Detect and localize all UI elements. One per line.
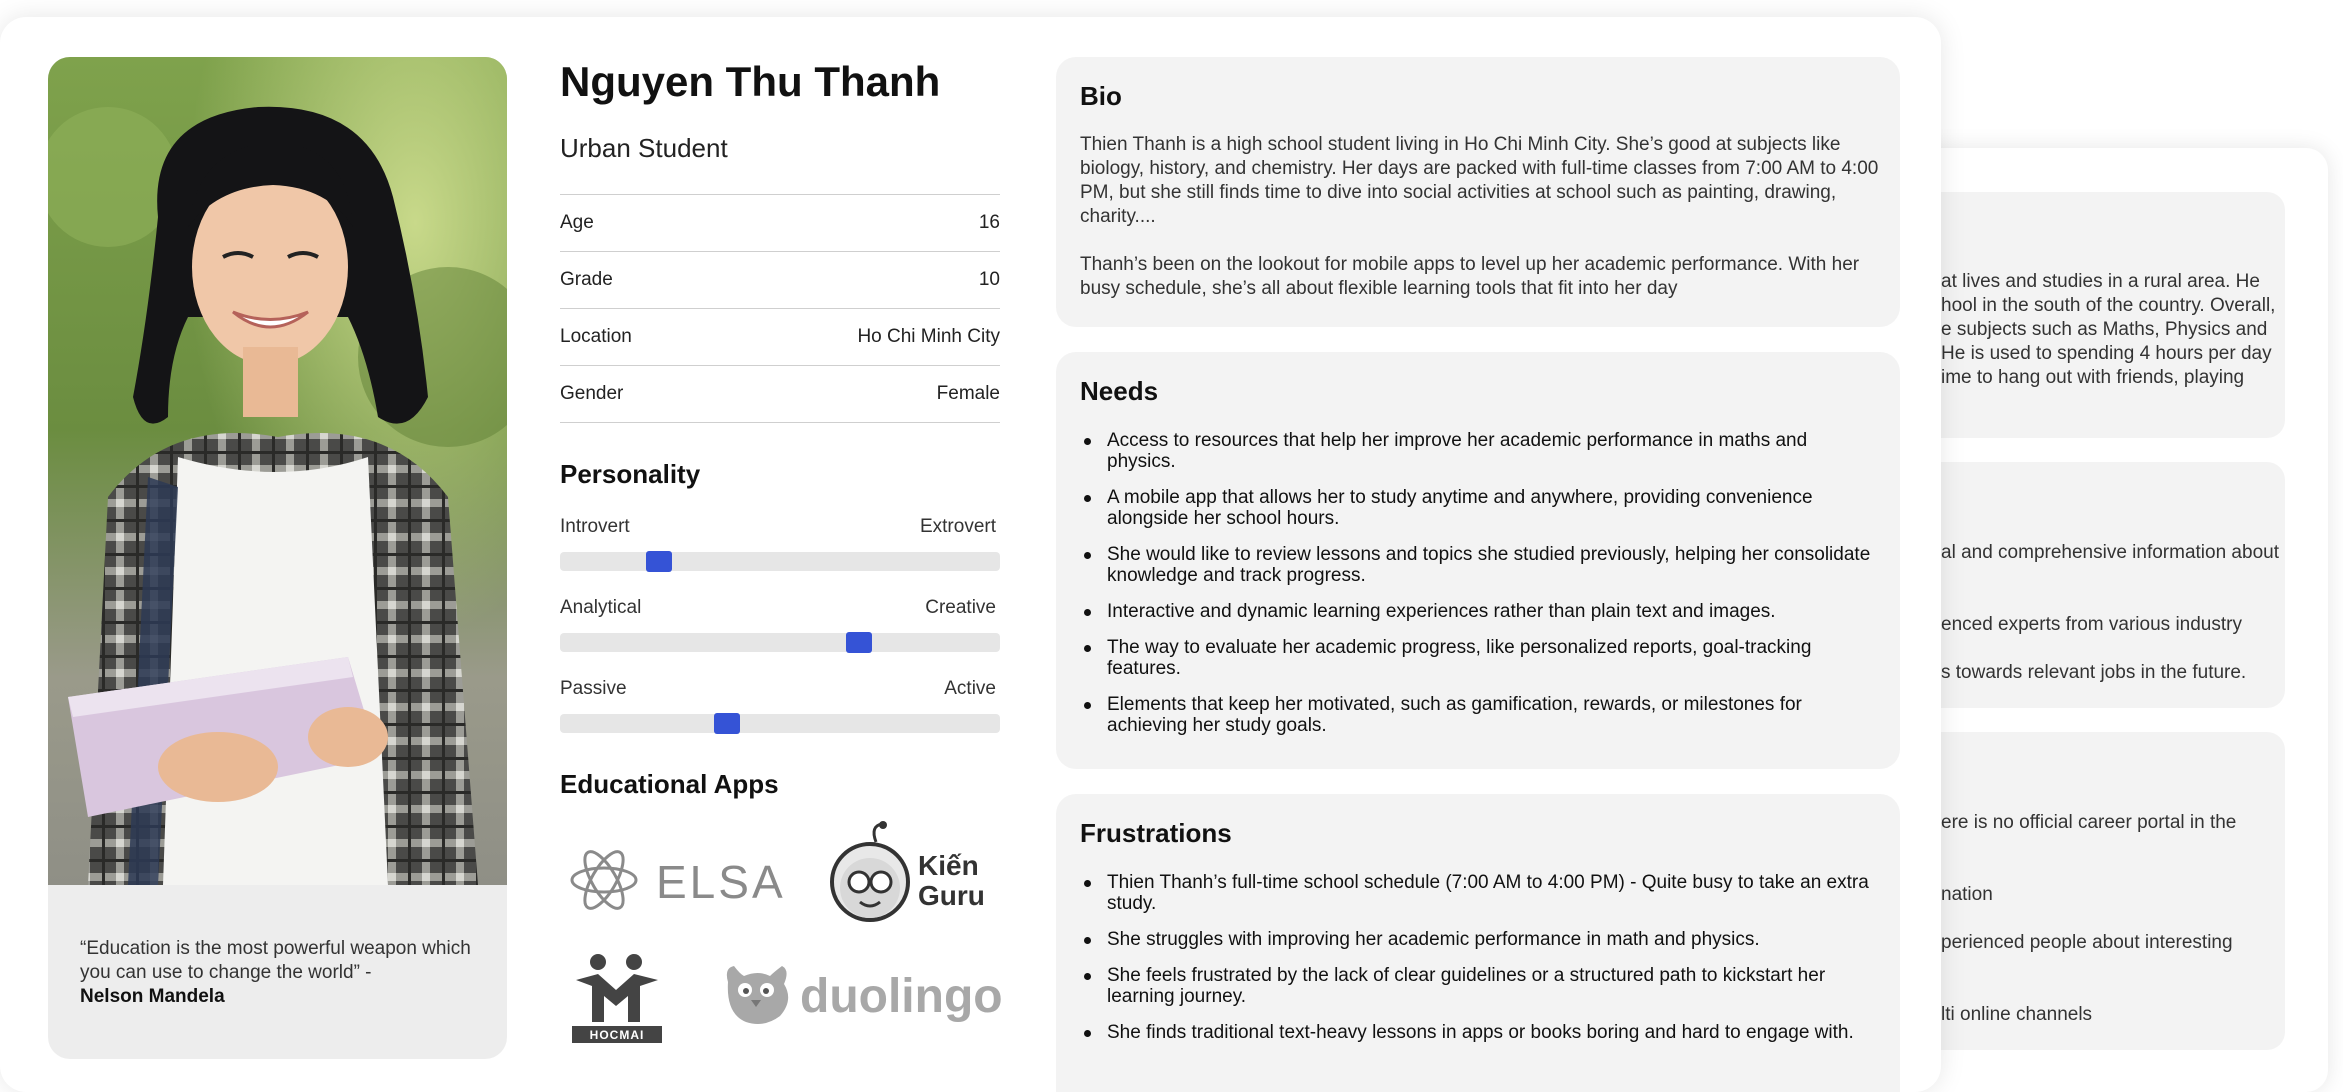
list-item: She finds traditional text-heavy lessons in apps or books boring and hard to engage with. <box>1080 1022 1880 1043</box>
detail-row-gender <box>560 366 1000 423</box>
elsa-wordmark: ELSA <box>656 856 784 908</box>
detail-label: Location <box>560 326 632 347</box>
bg-bio-line: ime to hang out with friends, playing <box>1941 367 2245 388</box>
bio-text <box>1080 133 1880 301</box>
quote-author: Nelson Mandela <box>80 986 225 1007</box>
persona-info <box>560 57 1003 1050</box>
trait-slider-knob <box>714 713 740 734</box>
hocmai-icon <box>570 950 670 1045</box>
elsa-icon <box>564 840 784 920</box>
detail-value: Female <box>936 383 1000 404</box>
persona-quote <box>80 937 480 1009</box>
trait-right-label: Extrovert <box>919 516 996 537</box>
student-portrait-image <box>48 57 507 885</box>
detail-row-grade <box>560 252 1000 309</box>
persona-card <box>0 17 1941 1092</box>
duolingo-wordmark: duolingo <box>800 970 1003 1023</box>
photo-column <box>48 57 507 1059</box>
detail-label: Gender <box>560 383 624 404</box>
bg-frustration-line: ere is no official career portal in the <box>1941 812 2237 833</box>
bg-needs-line: enced experts from various industry <box>1941 614 2242 635</box>
bio-title: Bio <box>1080 81 1122 111</box>
frustrations-list <box>1080 872 1880 1058</box>
list-item: Thien Thanh’s full-time school schedule (7:00 AM to 4:00 PM) - Quite busy to take an extra study. <box>1080 872 1880 914</box>
bg-frustration-line: perienced people about interesting <box>1941 932 2233 953</box>
trait-introvert-extrovert <box>560 516 1000 571</box>
duolingo-icon <box>718 960 1004 1030</box>
detail-value: 16 <box>978 212 1000 233</box>
needs-section <box>1056 352 1900 769</box>
kien-guru-icon <box>830 820 990 930</box>
persona-photo <box>48 57 507 885</box>
detail-label: Age <box>560 212 594 233</box>
needs-list <box>1080 430 1880 751</box>
bg-bio-line: hool in the south of the country. Overall, <box>1941 295 2276 316</box>
list-item: The way to evaluate her academic progress, like personalized reports, goal-tracking features. <box>1080 637 1880 679</box>
personality-title: Personality <box>560 459 701 489</box>
detail-label: Grade <box>560 269 613 290</box>
list-item: She feels frustrated by the lack of clear guidelines or a structured path to kickstart her learning journey. <box>1080 965 1880 1007</box>
background-frustrations-box <box>1905 732 2285 1050</box>
guru-wordmark: Guru <box>918 880 985 911</box>
bg-needs-line: al and comprehensive information about <box>1941 542 2279 563</box>
needs-title: Needs <box>1080 376 1159 406</box>
list-item: Access to resources that help her improve her academic performance in maths and physics. <box>1080 430 1880 472</box>
background-needs-box <box>1905 462 2285 708</box>
persona-role: Urban Student <box>560 133 728 163</box>
trait-slider-knob <box>846 632 872 653</box>
bio-paragraph: Thanh’s been on the lookout for mobile apps to level up her academic performance. With her busy schedule, she’s all about flexible learning tools that fit into her day <box>1080 254 1860 299</box>
quote-text: “Education is the most powerful weapon which you can use to change the world” - <box>80 938 471 983</box>
trait-right-label: Active <box>944 678 996 699</box>
detail-value: Ho Chi Minh City <box>857 326 1000 347</box>
trait-left-label: Introvert <box>560 516 630 537</box>
persona-details <box>560 194 1000 423</box>
trait-right-label: Creative <box>925 597 996 618</box>
trait-slider-track <box>560 633 1000 652</box>
list-item: Elements that keep her motivated, such as gamification, rewards, or milestones for achieving her study goals. <box>1080 694 1880 736</box>
list-item: She struggles with improving her academic performance in math and physics. <box>1080 929 1880 950</box>
bg-frustration-line: nation <box>1941 884 1993 905</box>
bg-bio-line: He is used to spending 4 hours per day <box>1941 343 2272 364</box>
educational-apps-grid <box>560 820 1003 1050</box>
list-item: A mobile app that allows her to study anytime and anywhere, providing convenience alongside her school hours. <box>1080 487 1880 529</box>
detail-value: 10 <box>978 269 1000 290</box>
elsa-logo <box>564 840 784 920</box>
frustrations-section <box>1056 794 1900 1092</box>
trait-slider-knob <box>646 551 672 572</box>
kien-wordmark: Kiến <box>918 850 979 881</box>
trait-analytical-creative <box>560 597 1000 652</box>
detail-row-location <box>560 309 1000 366</box>
bg-bio-line: e subjects such as Maths, Physics and <box>1941 319 2268 340</box>
hocmai-logo <box>570 950 670 1045</box>
educational-apps-title: Educational Apps <box>560 769 779 799</box>
detail-row-age <box>560 195 1000 252</box>
trait-passive-active <box>560 678 1000 733</box>
bg-needs-line: s towards relevant jobs in the future. <box>1941 662 2247 683</box>
list-item: Interactive and dynamic learning experiences rather than plain text and images. <box>1080 601 1880 622</box>
background-bio-box <box>1905 192 2285 438</box>
trait-left-label: Passive <box>560 678 627 699</box>
trait-left-label: Analytical <box>560 597 642 618</box>
kien-guru-logo <box>830 820 990 930</box>
list-item: She would like to review lessons and topics she studied previously, helping her consolidate knowledge and track progress. <box>1080 544 1880 586</box>
bg-frustration-line: lti online channels <box>1941 1004 2093 1025</box>
hocmai-wordmark: HOCMAI <box>589 1028 645 1042</box>
bg-bio-line: at lives and studies in a rural area. He <box>1941 271 2260 292</box>
persona-name: Nguyen Thu Thanh <box>560 58 941 105</box>
trait-slider-track <box>560 552 1000 571</box>
bio-paragraph: Thien Thanh is a high school student living in Ho Chi Minh City. She’s good at subjects like biology, history, and chemistry. Her days are packed with full-time classes from 7:00 AM to 4:00 PM, but she still finds time to dive into social activities at school such as painting, drawing, charity.... <box>1080 134 1879 227</box>
bio-section <box>1056 57 1900 327</box>
duolingo-logo <box>718 960 1004 1030</box>
trait-slider-track <box>560 714 1000 733</box>
frustrations-title: Frustrations <box>1080 818 1232 848</box>
